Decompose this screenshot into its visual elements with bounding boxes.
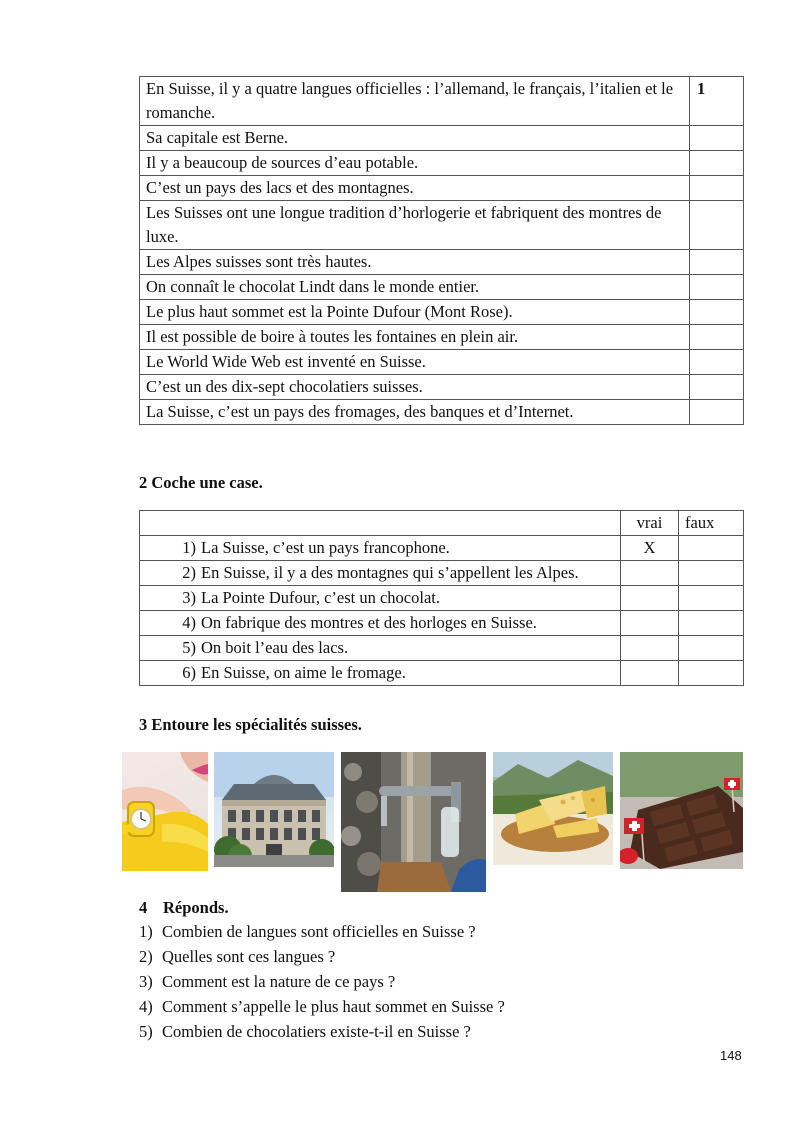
chocolate-photo[interactable] [620,752,743,869]
question-number: 1) [139,922,153,941]
statement-cell [140,661,621,686]
table-row [140,661,744,686]
question-number: 4) [139,997,153,1016]
fact-number[interactable] [690,350,744,375]
table-row [140,275,744,300]
section-2-title: 2 Coche une case. [139,473,263,492]
fountain-illustration [341,752,486,892]
fact-number[interactable] [690,325,744,350]
true-false-table [139,510,744,686]
fact-text: Le World Wide Web est inventé en Suisse. [140,350,690,375]
table-row [140,350,744,375]
statement-cell [140,611,621,636]
statement-text: On fabrique des montres et des horloges en Suisse. [201,613,537,632]
cheese-photo[interactable] [493,752,613,865]
fact-number[interactable] [690,400,744,425]
statement-text: La Suisse, c’est un pays francophone. [201,538,450,557]
faux-checkbox[interactable] [679,611,744,636]
fact-text: On connaît le chocolat Lindt dans le monde entier. [140,275,690,300]
facts-table [139,76,744,425]
table-header-row [140,511,744,536]
statement-text: En Suisse, on aime le fromage. [201,663,406,682]
fact-text: C’est un des dix-sept chocolatiers suisses. [140,375,690,400]
question-number: 5) [139,1022,153,1041]
section-4-label: Réponds. [163,898,229,917]
table-row [140,561,744,586]
watch-photo[interactable] [122,752,208,871]
table-row [140,176,744,201]
statement-number: 4) [182,613,196,632]
vrai-checkbox[interactable] [621,611,679,636]
watch-illustration [122,752,208,871]
table-row [140,300,744,325]
fact-text: Le plus haut sommet est la Pointe Dufour (Mont Rose). [140,300,690,325]
statement-cell [140,561,621,586]
table-row [140,400,744,425]
fact-text: Il est possible de boire à toutes les fontaines en plein air. [140,325,690,350]
fact-number[interactable] [690,201,744,250]
faux-checkbox[interactable] [679,536,744,561]
statement-number: 1) [182,538,196,557]
table-row [140,201,744,250]
fact-text: La Suisse, c’est un pays des fromages, des banques et d’Internet. [140,400,690,425]
table-row [140,325,744,350]
section-4-title [139,898,229,918]
table-row [140,586,744,611]
question-text: Combien de langues sont officielles en Suisse ? [162,922,476,941]
fact-number[interactable] [690,275,744,300]
table-row [140,151,744,176]
section-4-number: 4 [139,898,148,917]
fountain-photo[interactable] [341,752,486,892]
question-item [139,997,505,1017]
fact-number[interactable] [690,250,744,275]
question-number: 2) [139,947,153,966]
fact-number[interactable] [690,375,744,400]
table-row [140,611,744,636]
statement-number: 6) [182,663,196,682]
fact-number[interactable] [690,176,744,201]
bank-building-photo[interactable] [214,752,334,867]
header-empty-cell [140,511,621,536]
question-text: Comment s’appelle le plus haut sommet en Suisse ? [162,997,505,1016]
page-number: 148 [720,1048,742,1063]
vrai-checkbox[interactable] [621,561,679,586]
statement-text: On boit l’eau des lacs. [201,638,349,657]
fact-text: C’est un pays des lacs et des montagnes. [140,176,690,201]
vrai-checkbox[interactable]: X [621,536,679,561]
table-row [140,375,744,400]
question-text: Combien de chocolatiers existe-t-il en Suisse ? [162,1022,471,1041]
fact-number[interactable] [690,126,744,151]
header-vrai: vrai [621,511,679,536]
building-illustration [214,752,334,867]
question-number: 3) [139,972,153,991]
statement-number: 2) [182,563,196,582]
question-item [139,922,476,942]
table-row [140,126,744,151]
question-text: Comment est la nature de ce pays ? [162,972,396,991]
vrai-checkbox[interactable] [621,636,679,661]
fact-number[interactable] [690,151,744,176]
faux-checkbox[interactable] [679,661,744,686]
fact-text: Il y a beaucoup de sources d’eau potable. [140,151,690,176]
statement-cell [140,636,621,661]
section-3-title: 3 Entoure les spécialités suisses. [139,715,362,734]
question-text: Quelles sont ces langues ? [162,947,336,966]
vrai-checkbox[interactable] [621,661,679,686]
statement-text: La Pointe Dufour, c’est un chocolat. [201,588,440,607]
fact-text: Les Alpes suisses sont très hautes. [140,250,690,275]
statement-number: 5) [182,638,196,657]
header-faux: faux [679,511,744,536]
question-item [139,972,395,992]
vrai-checkbox[interactable] [621,586,679,611]
cheese-illustration [493,752,613,865]
fact-text: Les Suisses ont une longue tradition d’horlogerie et fabriquent des montres de luxe. [140,201,690,250]
faux-checkbox[interactable] [679,636,744,661]
fact-text: Sa capitale est Berne. [140,126,690,151]
faux-checkbox[interactable] [679,561,744,586]
statement-cell [140,586,621,611]
fact-text: En Suisse, il y a quatre langues officielles : l’allemand, le français, l’italien et le romanche. [140,77,690,126]
question-item [139,947,335,967]
fact-number: 1 [690,77,744,126]
table-row [140,250,744,275]
chocolate-illustration [620,752,743,869]
statement-text: En Suisse, il y a des montagnes qui s’appellent les Alpes. [201,563,579,582]
table-row [140,536,744,561]
table-row [140,636,744,661]
statement-cell [140,536,621,561]
table-row [140,77,744,126]
statement-number: 3) [182,588,196,607]
question-item [139,1022,471,1042]
faux-checkbox[interactable] [679,586,744,611]
fact-number[interactable] [690,300,744,325]
